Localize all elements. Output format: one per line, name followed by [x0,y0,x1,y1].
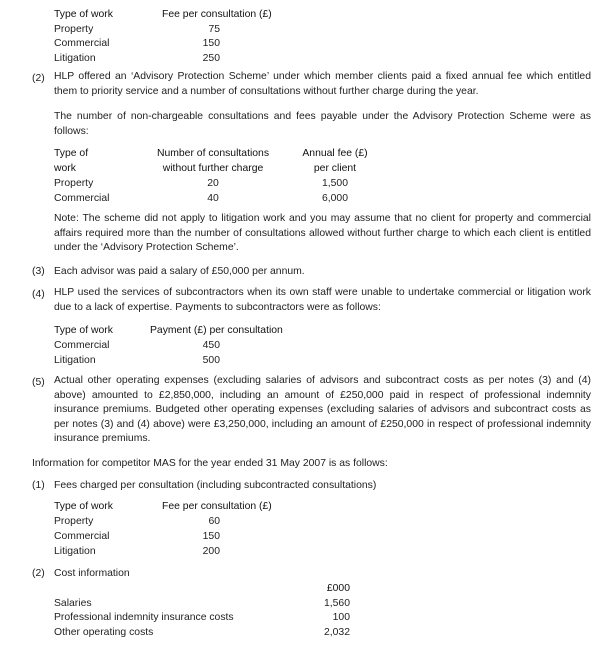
cost-label: Professional indemnity insurance costs [54,612,234,623]
note-2-text: HLP offered an ‘Advisory Protection Scheme’ under which member clients paid a fixed annual fee which entitled them to priority service and a number of consultations without further charge during the year. [54,71,591,97]
cost-value: 100 [332,612,350,623]
cost-label: Salaries [54,598,92,609]
col-header-payment: Payment (£) per consultation [150,325,283,336]
row-payment: 500 [202,355,220,366]
col-header-type: work [54,163,76,174]
col-header-fee-per-consultation: Fee per consultation (£) [162,501,272,512]
row-type: Property [54,178,94,189]
note-number: (4) [32,289,45,300]
row-fee: 6,000 [321,193,348,204]
cost-value: 2,032 [323,627,350,638]
row-payment: 450 [202,340,220,351]
row-type: Property [54,24,94,35]
col-header-num-consultations: Number of consultations [156,148,270,159]
cost-value: 1,560 [323,598,350,609]
mas-intro: Information for competitor MAS for the year ended 31 May 2007 is as follows: [32,458,388,469]
unit-header: £000 [326,583,350,594]
col-header-type-of-work: Type of work [54,9,113,20]
note-5-text: Actual other operating expenses (excluding salaries of advisors and subcontract costs as per notes (3) and (4) above) amounted to £2,850,000, including an amount of £250,000 paid in respect of professional indemnity insurance premiums. Budgeted other operating expenses (excluding salaries of advisors and subcontract costs as per notes (3) and (4) above) were £3,250,000, including an amount of £250,000 in respect of professional indemnity insurance premiums. [54,375,591,445]
col-header-num-consultations: without further charge [162,163,264,174]
note-2-intro: The number of non-chargeable consultations and fees payable under the Advisory Protection Scheme were as follows: [54,111,591,137]
note-2-scheme-note: Note: The scheme did not apply to litigation work and you may assume that no client for property and commercial affairs required more than the number of consultations allowed without further charge to which each client is entitled under the ‘Advisory Protection Scheme’. [54,213,591,254]
note-number: (1) [32,480,45,491]
row-type: Commercial [54,38,110,49]
row-type: Litigation [54,546,96,557]
row-type: Property [54,516,94,527]
col-header-type-of-work: Type of work [54,501,113,512]
row-fee: 75 [208,24,220,35]
note-number: (3) [32,266,45,277]
note-4-text: HLP used the services of subcontractors when its own staff were unable to undertake commercial or litigation work due to a lack of expertise. Payments to subcontractors were as follows: [54,287,591,313]
row-type: Commercial [54,340,110,351]
col-header-type-of-work: Type of work [54,325,113,336]
row-fee: 60 [208,516,220,527]
row-fee: 150 [202,531,220,542]
note-number: (2) [32,568,45,579]
row-fee: 1,500 [321,178,348,189]
col-header-annual-fee: per client [313,163,357,174]
row-fee: 200 [202,546,220,557]
cost-label: Other operating costs [54,627,154,638]
note-number: (5) [32,377,45,388]
col-header-fee-per-consultation: Fee per consultation (£) [162,9,272,20]
row-type: Commercial [54,193,110,204]
row-type: Commercial [54,531,110,542]
note-3-text: Each advisor was paid a salary of £50,000 per annum. [54,266,305,277]
col-header-annual-fee: Annual fee (£) [302,148,368,159]
mas-2-text: Cost information [54,568,130,579]
col-header-type: Type of [54,148,89,159]
row-type: Litigation [54,53,96,64]
row-fee: 150 [202,38,220,49]
row-fee: 250 [202,53,220,64]
mas-1-text: Fees charged per consultation (including subcontracted consultations) [54,480,377,491]
row-num: 20 [207,178,219,189]
row-type: Litigation [54,355,96,366]
note-number: (2) [32,73,45,84]
row-num: 40 [207,193,219,204]
